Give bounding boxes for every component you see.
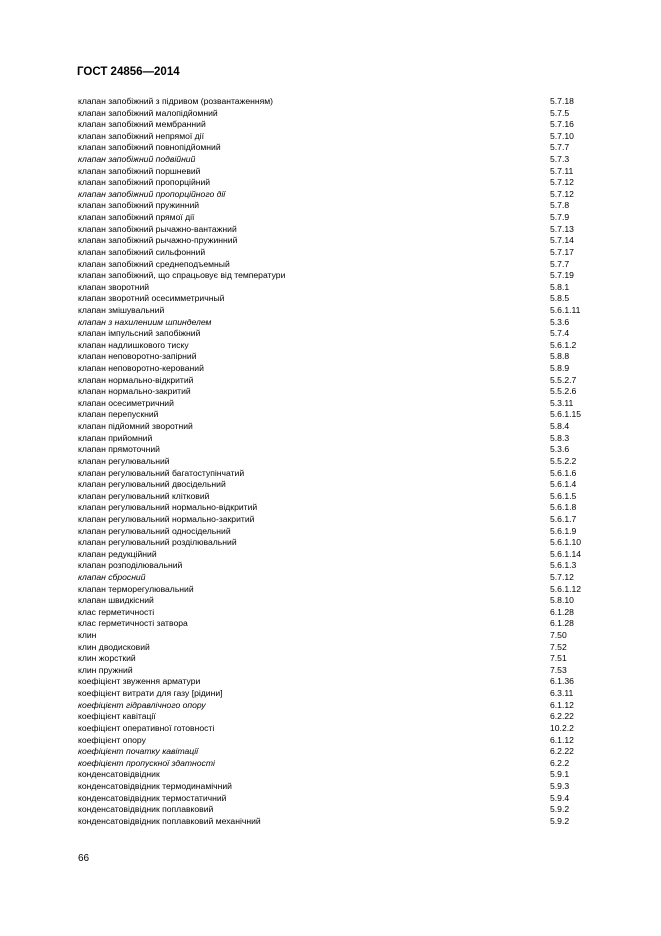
index-ref: 6.2.22 [550, 746, 574, 757]
index-term: клапан запобіжний среднеподъемный [78, 258, 230, 269]
index-term: клапан регулювальний нормально-закритий [78, 513, 255, 524]
index-ref: 5.6.1.5 [550, 490, 577, 501]
index-entry [78, 398, 598, 410]
index-term: клапан зворотний осесимметричный [78, 293, 225, 304]
index-term: клин [78, 630, 97, 641]
index-entry [78, 526, 598, 538]
index-entry [78, 409, 598, 421]
index-term: конденсатовідвідник поплавковий [78, 804, 214, 815]
index-ref: 5.8.10 [550, 595, 574, 606]
index-term: клапан швидкісний [78, 595, 154, 606]
index-ref: 5.7.16 [550, 119, 574, 130]
index-ref: 5.6.1.4 [550, 479, 577, 490]
index-entry [78, 177, 598, 189]
index-ref: 5.7.12 [550, 188, 574, 199]
index-entry [78, 700, 598, 712]
index-entry [78, 804, 598, 816]
index-entry [78, 421, 598, 433]
index-ref: 5.7.7 [550, 142, 570, 153]
index-ref: 5.6.1.11 [550, 304, 581, 315]
index-term: коефіцієнт витрати для газу [рідини] [78, 688, 223, 699]
index-entry [78, 293, 598, 305]
index-ref: 6.1.28 [550, 606, 574, 617]
index-term: коефіцієнт початку кавітації [78, 746, 199, 757]
document-header: ГОСТ 24856—2014 [77, 66, 180, 78]
index-ref: 10.2.2 [550, 722, 574, 733]
index-term: коефіцієнт опору [78, 734, 146, 745]
index-term: клапан редукційний [78, 548, 157, 559]
index-entry [78, 758, 598, 770]
index-entry [78, 595, 598, 607]
index-term: клин пружний [78, 664, 133, 675]
index-term: клапан надлишкового тиску [78, 339, 189, 350]
index-ref: 6.1.12 [550, 734, 574, 745]
index-entry [78, 259, 598, 271]
index-ref: 5.3.6 [550, 444, 570, 455]
index-entry [78, 781, 598, 793]
index-term: клапан неповоротно-керований [78, 363, 204, 374]
index-ref: 5.6.1.9 [550, 525, 577, 536]
index-term: клапан терморегулювальний [78, 583, 194, 594]
index-entry [78, 642, 598, 654]
index-entry [78, 235, 598, 247]
index-ref: 6.3.11 [550, 688, 574, 699]
index-entry [78, 340, 598, 352]
index-term: конденсатовідвідник [78, 769, 160, 780]
index-entry [78, 502, 598, 514]
index-entry [78, 514, 598, 526]
index-entry [78, 317, 598, 329]
index-entry [78, 676, 598, 688]
index-ref: 5.7.11 [550, 165, 574, 176]
index-ref: 5.7.12 [550, 177, 574, 188]
index-term: клапан розподілювальний [78, 560, 183, 571]
index-ref: 5.7.9 [550, 212, 570, 223]
index-ref: 5.6.1.14 [550, 548, 582, 559]
index-term: клапан регулювальний багатоступінчатий [78, 467, 245, 478]
page-number: 66 [78, 853, 90, 864]
index-term: клапан перепускний [78, 409, 159, 420]
index-term: коефіцієнт звуження арматури [78, 676, 201, 687]
index-term: клапан імпульсний запобіжний [78, 328, 201, 339]
index-entry [78, 491, 598, 503]
index-entry [78, 711, 598, 723]
index-term: коефіцієнт гідравлічного опору [78, 699, 206, 710]
index-ref: 5.9.1 [550, 769, 570, 780]
index-ref: 5.7.4 [550, 328, 570, 339]
index-term: клапан нормально-закритий [78, 386, 191, 397]
index-entry [78, 468, 598, 480]
index-ref: 5.7.5 [550, 107, 570, 118]
index-ref: 5.7.8 [550, 200, 570, 211]
index-ref: 5.8.3 [550, 432, 570, 443]
index-ref: 5.9.4 [550, 792, 570, 803]
index-ref: 5.6.1.2 [550, 339, 577, 350]
index-term: клапан запобіжний поршневий [78, 165, 201, 176]
index-ref: 5.7.17 [550, 246, 574, 257]
index-term: клапан регулювальний клітковий [78, 490, 210, 501]
index-entry [78, 328, 598, 340]
index-entry [78, 665, 598, 677]
index-ref: 7.51 [550, 653, 567, 664]
index-entry [78, 537, 598, 549]
index-ref: 5.8.5 [550, 293, 570, 304]
index-entry [78, 142, 598, 154]
index-ref: 5.5.2.2 [550, 455, 577, 466]
index-entry [78, 735, 598, 747]
index-term: клапан регулювальний [78, 455, 170, 466]
index-term: клапан прийомний [78, 432, 153, 443]
index-term: клапан з нахилениим шпинделем [78, 316, 212, 327]
index-ref: 5.7.13 [550, 223, 574, 234]
index-entry [78, 375, 598, 387]
index-entry [78, 560, 598, 572]
index-term: клапан регулювальний розділювальний [78, 537, 237, 548]
index-ref: 7.53 [550, 664, 567, 675]
index-ref: 5.8.8 [550, 351, 570, 362]
index-entry [78, 282, 598, 294]
index-ref: 5.8.1 [550, 281, 570, 292]
index-term: клапан запобіжний рычажно-пружинний [78, 235, 238, 246]
index-entry [78, 386, 598, 398]
index-entry [78, 607, 598, 619]
index-ref: 5.7.10 [550, 130, 574, 141]
index-entry [78, 200, 598, 212]
index-ref: 5.7.3 [550, 154, 570, 165]
index-entry [78, 363, 598, 375]
index-entry [78, 769, 598, 781]
index-term: клапан прямоточний [78, 444, 160, 455]
index-ref: 6.1.28 [550, 618, 574, 629]
index-term: клапан запобіжний непрямої дії [78, 130, 204, 141]
index-entry [78, 746, 598, 758]
index-entry [78, 653, 598, 665]
index-ref: 5.6.1.12 [550, 583, 582, 594]
index-term: клапан запобіжний прямої дії [78, 212, 195, 223]
index-term: конденсатовідвідник термодинамічний [78, 780, 232, 791]
index-term: коефіцієнт пропускної здатності [78, 757, 215, 768]
index-term: клапан змішувальний [78, 304, 165, 315]
index-ref: 5.3.6 [550, 316, 570, 327]
index-term: клапан запобіжний повнопідйомний [78, 142, 221, 153]
index-ref: 5.7.19 [550, 270, 574, 281]
index-ref: 5.9.2 [550, 815, 570, 826]
index-entry [78, 247, 598, 259]
index-ref: 5.6.1.7 [550, 513, 577, 524]
index-entry [78, 224, 598, 236]
index-ref: 5.5.2.7 [550, 374, 577, 385]
index-entry [78, 630, 598, 642]
index-term: клин жорсткий [78, 653, 136, 664]
index-term: конденсатовідвідник поплавковий механічний [78, 815, 261, 826]
index-ref: 5.7.7 [550, 258, 570, 269]
index-ref: 5.8.4 [550, 421, 570, 432]
index-entry [78, 572, 598, 584]
index-term: клапан запобіжний, що спрацьовує від температури [78, 270, 286, 281]
index-entry [78, 433, 598, 445]
index-ref: 6.2.2 [550, 757, 570, 768]
index-term: клас герметичності затвора [78, 618, 188, 629]
index-ref: 6.1.12 [550, 699, 574, 710]
index-ref: 5.9.2 [550, 804, 570, 815]
index-ref: 5.5.2.6 [550, 386, 577, 397]
index-entry [78, 96, 598, 108]
index-entry [78, 549, 598, 561]
index-term: клапан неповоротно-запірний [78, 351, 197, 362]
index-entry [78, 456, 598, 468]
index-ref: 5.7.12 [550, 571, 574, 582]
index-term: клапан запобіжний мембранний [78, 119, 206, 130]
index-term: клапан запобіжний малопідйомний [78, 107, 218, 118]
index-term: клапан запобіжний пружинний [78, 200, 200, 211]
index-term: клапан осесиметричний [78, 397, 174, 408]
index-entry [78, 351, 598, 363]
index-term: коефіцієнт кавітації [78, 711, 156, 722]
index-entry [78, 618, 598, 630]
index-entry [78, 119, 598, 131]
index-entry [78, 479, 598, 491]
index-term: клапан запобіжний подвійний [78, 154, 196, 165]
index-ref: 7.52 [550, 641, 567, 652]
index-entry [78, 131, 598, 143]
index-entry [78, 793, 598, 805]
index-term: коефіцієнт оперативної готовності [78, 722, 215, 733]
index-ref: 5.7.14 [550, 235, 574, 246]
index-ref: 6.2.22 [550, 711, 574, 722]
index-term: клапан нормально-відкритий [78, 374, 194, 385]
index-term: клапан регулювальний односідельний [78, 525, 231, 536]
index-entry [78, 270, 598, 282]
index-ref: 6.1.36 [550, 676, 574, 687]
index-entry [78, 305, 598, 317]
index-entry [78, 723, 598, 735]
term-index [78, 96, 598, 827]
index-entry [78, 816, 598, 828]
index-term: клапан сбросний [78, 571, 146, 582]
index-term: клапан запобіжний з підривом (розвантаженням) [78, 96, 274, 106]
index-entry [78, 584, 598, 596]
index-entry [78, 154, 598, 166]
index-entry [78, 108, 598, 120]
index-ref: 5.8.9 [550, 363, 570, 374]
index-ref: 5.6.1.6 [550, 467, 577, 478]
index-entry [78, 688, 598, 700]
index-entry [78, 212, 598, 224]
index-term: клапан регулювальний двосідельний [78, 479, 226, 490]
index-ref: 5.3.11 [550, 397, 574, 408]
index-term: клас герметичності [78, 606, 155, 617]
index-ref: 5.7.18 [550, 96, 574, 106]
index-ref: 5.6.1.10 [550, 537, 582, 548]
index-ref: 7.50 [550, 630, 567, 641]
index-term: клапан запобіжний рычажно-вантажний [78, 223, 237, 234]
index-term: клин дводисковий [78, 641, 150, 652]
index-term: конденсатовідвідник термостатичний [78, 792, 227, 803]
index-ref: 5.6.1.8 [550, 502, 577, 513]
index-entry [78, 444, 598, 456]
index-entry [78, 166, 598, 178]
index-term: клапан регулювальний нормально-відкритий [78, 502, 258, 513]
index-entry [78, 189, 598, 201]
index-ref: 5.6.1.15 [550, 409, 582, 420]
index-term: клапан підйомний зворотний [78, 421, 193, 432]
index-ref: 5.9.3 [550, 780, 570, 791]
index-term: клапан зворотний [78, 281, 150, 292]
index-term: клапан запобіжний пропорційного дії [78, 188, 226, 199]
index-ref: 5.6.1.3 [550, 560, 577, 571]
index-term: клапан запобіжний сильфонний [78, 246, 206, 257]
index-term: клапан запобіжний пропорційний [78, 177, 211, 188]
